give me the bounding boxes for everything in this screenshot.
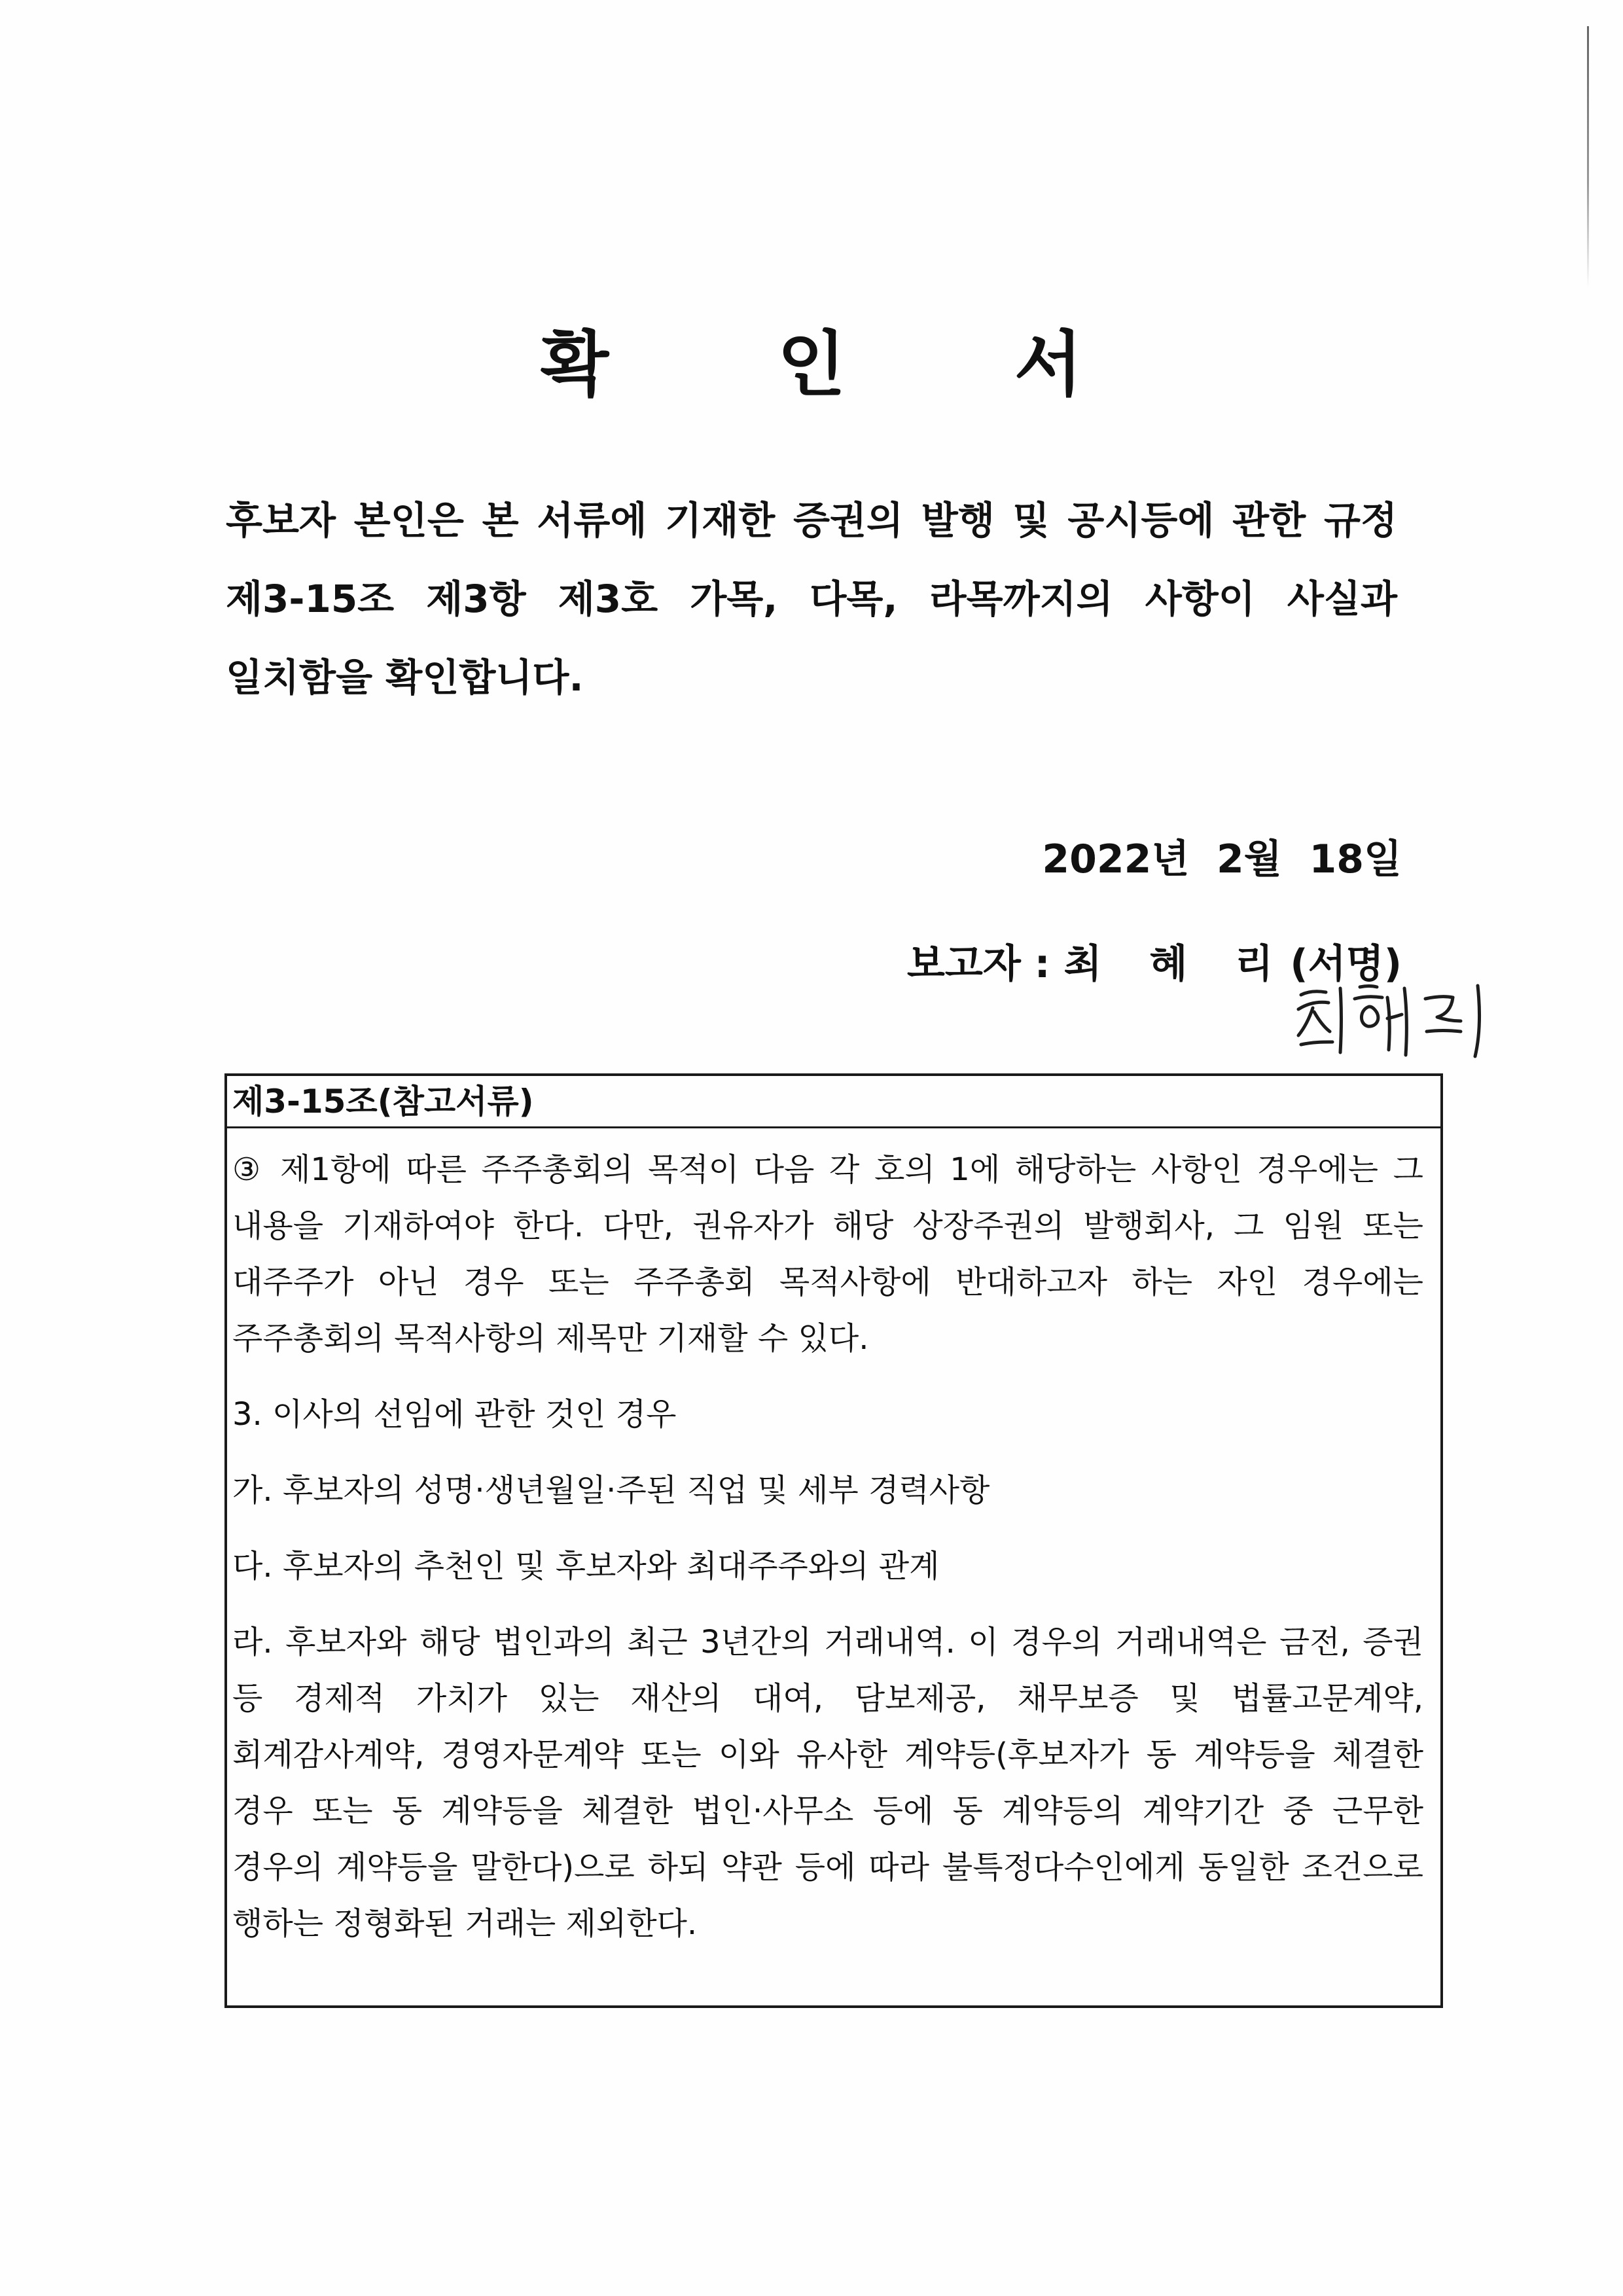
signature-note: (서명): [1290, 941, 1402, 987]
document-title: 확 인 서: [540, 324, 1155, 406]
reference-item: 3. 이사의 선임에 관한 것인 경우: [232, 1396, 677, 1433]
scan-edge-line: [1587, 26, 1589, 288]
reference-item: 라. 후보자와 해당 법인과의 최근 3년간의 거래내역. 이 경우의 거래내역은 금전, 증권 등 경제적 가치가 있는 재산의 대여, 담보제공, 채무보증 및 법률고문계약, 회계감사계약, 경영자문계약 또는 이와 유사한 계약등(후보자가 동 계약등을 체결한 경우 또는 동 계약등을 체결한 법인·사무소 등에 동 계약등의 계약기간 중 근무한 경우의 계약등을 말한다)으로 하되 약관 등에 따라 불특정다수인에게 동일한 조건으로 행하는 정형화된 거래는 제외한다.: [232, 1624, 1423, 1942]
reference-regulation-box: [224, 1073, 1443, 2008]
reporter-label: 보고자 :: [906, 941, 1064, 987]
document-date: 2022년 2월 18일: [1042, 836, 1402, 882]
handwritten-signature: [1289, 969, 1512, 1060]
reference-box-body: [232, 1141, 1423, 1971]
reference-item: 가. 후보자의 성명·생년월일·주된 직업 및 세부 경력사항: [232, 1472, 990, 1509]
reporter-name: 최 혜 리: [1063, 941, 1291, 987]
confirmation-statement: 후보자 본인은 본 서류에 기재한 증권의 발행 및 공시등에 관한 규정 제3-15조 제3항 제3호 가목, 다목, 라목까지의 사항이 사실과 일치함을 확인합니다.: [226, 498, 1397, 700]
reference-box-header: 제3-15조(참고서류): [227, 1076, 1440, 1128]
reference-paragraph: ③ 제1항에 따른 주주총회의 목적이 다음 각 호의 1에 해당하는 사항인 경우에는 그 내용을 기재하여야 한다. 다만, 권유자가 해당 상장주권의 발행회사, 그 임원 또는 대주주가 아닌 경우 또는 주주총회 목적사항에 반대하고자 하는 자인 경우에는 주주총회의 목적사항의 제목만 기재할 수 있다.: [232, 1151, 1423, 1357]
reference-item: 다. 후보자의 추천인 및 후보자와 최대주주와의 관계: [232, 1548, 940, 1585]
